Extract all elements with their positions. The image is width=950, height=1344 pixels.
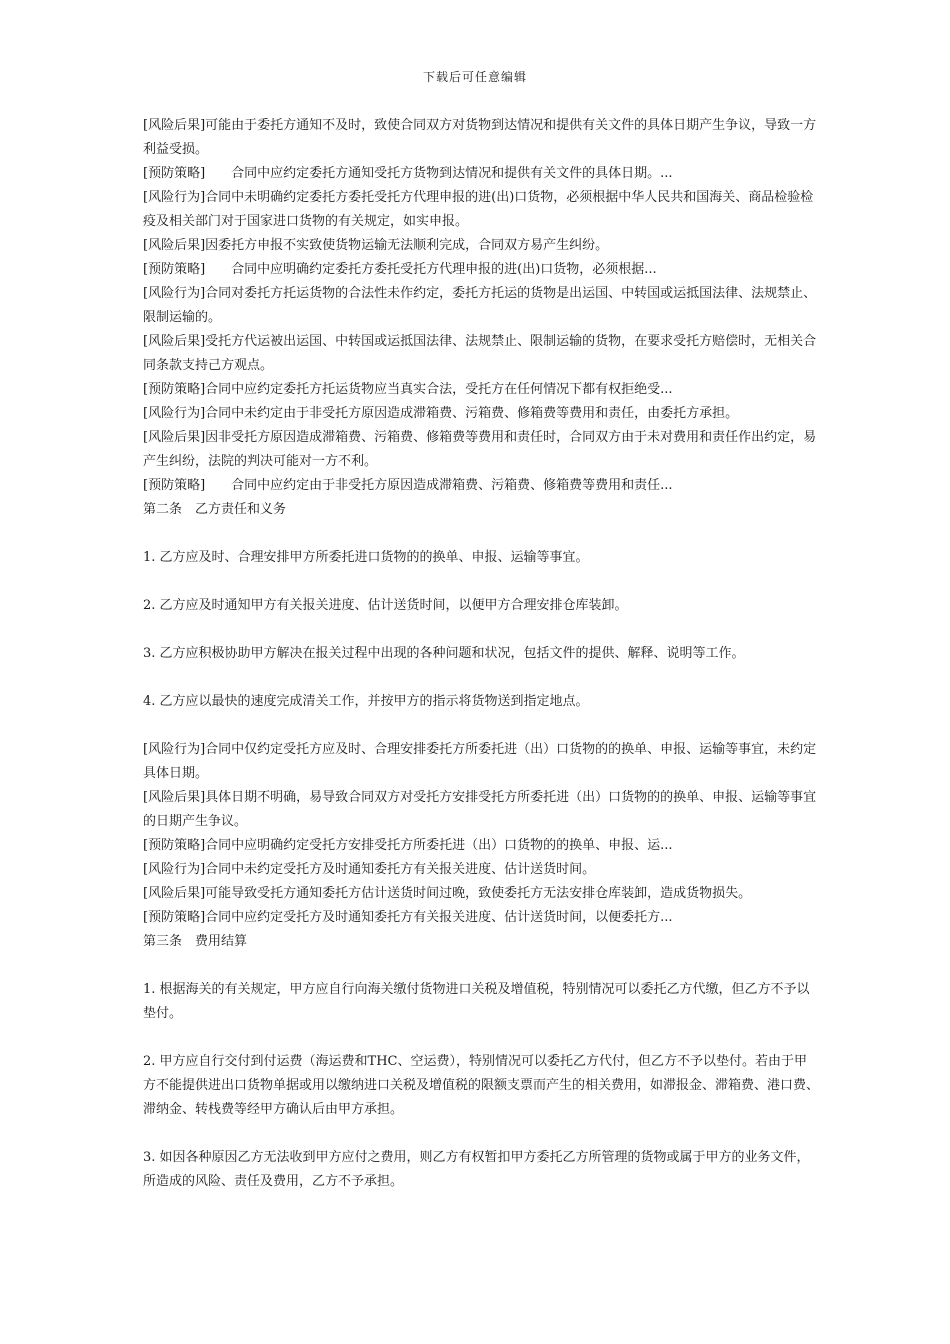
paragraph: [风险行为]合同中仅约定受托方应及时、合理安排委托方所委托进（出）口货物的的换单、申报、运输等事宜，未约定具体日期。 xyxy=(143,742,817,781)
paragraph: 3. 如因各种原因乙方无法收到甲方应付之费用，则乙方有权暂扣甲方委托乙方所管理的货物或属于甲方的业务文件，所造成的风险、责任及费用，乙方不予承担。 xyxy=(143,1150,810,1189)
paragraph: 第二条 乙方责任和义务 xyxy=(143,502,287,517)
paragraph: 1. 根据海关的有关规定，甲方应自行向海关缴付货物进口关税及增值税，特别情况可以委托乙方代缴，但乙方不予以垫付。 xyxy=(143,982,810,1021)
paragraph: [风险后果]受托方代运被出运国、中转国或运抵国法律、法规禁止、限制运输的货物，在要求受托方赔偿时，无相关合同条款支持己方观点。 xyxy=(143,334,817,373)
paragraph: 2. 甲方应自行交付到付运费（海运费和THC、空运费），特别情况可以委托乙方代付，但乙方不予以垫付。若由于甲方不能提供进出口货物单据或用以缴纳进口关税及增值税的限额支票而产生的相关费用，如滞报金、滞箱费、港口费、滞纳金、转栈费等经甲方确认后由甲方承担。 xyxy=(143,1054,820,1117)
paragraph: 1. 乙方应及时、合理安排甲方所委托进口货物的的换单、申报、运输等事宜。 xyxy=(143,550,589,565)
paragraph: [预防策略] 合同中应约定委托方通知受托方货物到达情况和提供有关文件的具体日期。... xyxy=(143,166,673,181)
paragraph: [风险后果]因委托方申报不实致使货物运输无法顺利完成，合同双方易产生纠纷。 xyxy=(143,238,609,253)
document-body xyxy=(143,114,819,1194)
paragraph: [预防策略] 合同中应明确约定委托方委托受托方代理申报的进(出)口货物，必须根据... xyxy=(143,262,657,277)
paragraph: 第三条 费用结算 xyxy=(143,934,248,949)
paragraph: [风险行为]合同中未约定受托方及时通知委托方有关报关进度、估计送货时间。 xyxy=(143,862,596,877)
paragraph: [风险后果]可能导致受托方通知委托方估计送货时间过晚，致使委托方无法安排仓库装卸，造成货物损失。 xyxy=(143,886,752,901)
paragraph: [风险行为]合同中未约定由于非受托方原因造成滞箱费、污箱费、修箱费等费用和责任，由委托方承担。 xyxy=(143,406,739,421)
paragraph: [风险后果]可能由于委托方通知不及时，致使合同双方对货物到达情况和提供有关文件的具体日期产生争议，导致一方利益受损。 xyxy=(143,118,817,157)
paragraph: [风险后果]因非受托方原因造成滞箱费、污箱费、修箱费等费用和责任时，合同双方由于未对费用和责任作出约定，易产生纠纷，法院的判决可能对一方不利。 xyxy=(143,430,817,469)
paragraph: [风险后果]具体日期不明确，易导致合同双方对受托方安排受托方所委托进（出）口货物的的换单、申报、运输等事宜的日期产生争议。 xyxy=(143,790,817,829)
paragraph: [风险行为]合同中未明确约定委托方委托受托方代理申报的进(出)口货物，必须根据中华人民共和国海关、商品检验检疫及相关部门对于国家进口货物的有关规定，如实申报。 xyxy=(143,190,814,229)
paragraph: 4. 乙方应以最快的速度完成清关工作，并按甲方的指示将货物送到指定地点。 xyxy=(143,694,589,709)
paragraph: [预防策略] 合同中应约定由于非受托方原因造成滞箱费、污箱费、修箱费等费用和责任... xyxy=(143,478,673,493)
paragraph: 3. 乙方应积极协助甲方解决在报关过程中出现的各种问题和状况，包括文件的提供、解释、说明等工作。 xyxy=(143,646,745,661)
page-header: 下载后可任意编辑 xyxy=(422,70,527,84)
paragraph: [预防策略]合同中应约定受托方及时通知委托方有关报关进度、估计送货时间，以便委托方... xyxy=(143,910,673,925)
paragraph: [风险行为]合同对委托方托运货物的合法性未作约定，委托方托运的货物是出运国、中转国或运抵国法律、法规禁止、限制运输的。 xyxy=(143,286,817,325)
paragraph: [预防策略]合同中应约定委托方托运货物应当真实合法，受托方在任何情况下都有权拒绝受... xyxy=(143,382,673,397)
paragraph: [预防策略]合同中应明确约定受托方安排受托方所委托进（出）口货物的的换单、申报、运... xyxy=(143,838,673,853)
paragraph: 2. 乙方应及时通知甲方有关报关进度、估计送货时间，以便甲方合理安排仓库装卸。 xyxy=(143,598,628,613)
